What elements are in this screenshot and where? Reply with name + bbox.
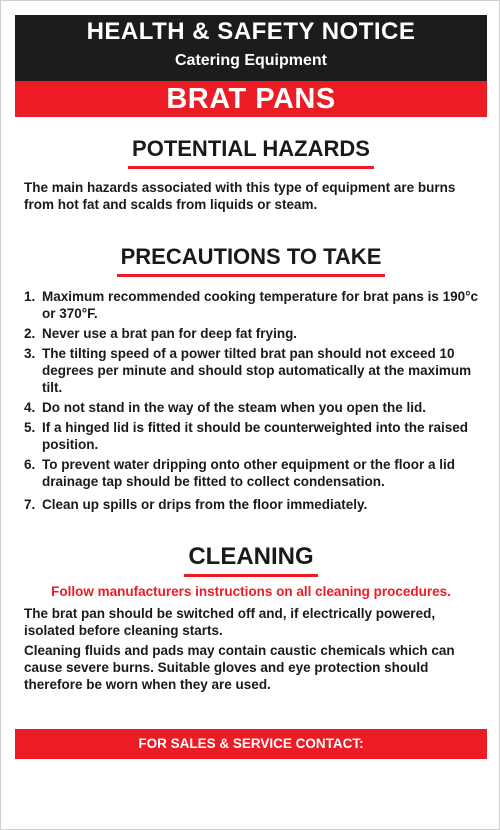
list-item-number: 5. bbox=[24, 420, 36, 435]
list-item-text: Do not stand in the way of the steam when you open the lid. bbox=[42, 400, 427, 415]
list-item-text: To prevent water dripping onto other equipment or the floor a lid drainage tap should be fitted to collect condensation. bbox=[42, 457, 456, 489]
list-item-number: 6. bbox=[24, 457, 36, 472]
cleaning-heading: CLEANING bbox=[184, 544, 317, 577]
list-item-text: Never use a brat pan for deep fat frying. bbox=[42, 326, 298, 341]
list-item-text: If a hinged lid is fitted it should be counterweighted into the raised position. bbox=[42, 420, 469, 452]
list-item-text: The tilting speed of a power tilted brat pan should not exceed 10 degrees per minute and should stop automatically at the maximum tilt. bbox=[42, 346, 472, 395]
notice-subtitle: Catering Equipment bbox=[174, 52, 327, 69]
cleaning-notice: Follow manufacturers instructions on all cleaning procedures. bbox=[51, 584, 451, 599]
list-item-number: 3. bbox=[24, 346, 36, 361]
cleaning-text-2: Cleaning fluids and pads may contain caustic chemicals which can cause severe burns. Suitable gloves and eye protection should therefore be worn when they are used. bbox=[24, 643, 455, 692]
contact-footer bbox=[15, 729, 487, 759]
precautions-heading: PRECAUTIONS TO TAKE bbox=[117, 244, 386, 277]
list-item bbox=[24, 325, 486, 342]
equipment-banner bbox=[15, 81, 487, 117]
list-item bbox=[24, 456, 486, 490]
cleaning-section-heading bbox=[1, 544, 500, 577]
equipment-name: BRAT PANS bbox=[166, 83, 336, 115]
list-item-number: 1. bbox=[24, 289, 36, 304]
hazards-section-heading bbox=[1, 136, 500, 169]
notice-header bbox=[15, 15, 487, 81]
precautions-section-heading bbox=[1, 244, 500, 277]
list-item bbox=[24, 345, 486, 396]
list-item-text: Maximum recommended cooking temperature for brat pans is 190°c or 370°F. bbox=[42, 289, 479, 321]
list-item-text: Clean up spills or drips from the floor immediately. bbox=[42, 497, 368, 512]
hazards-text: The main hazards associated with this type of equipment are burns from hot fat and scalds from liquids or steam. bbox=[24, 180, 456, 212]
list-item bbox=[24, 496, 486, 513]
cleaning-text-1: The brat pan should be switched off and, if electrically powered, isolated before cleaning starts. bbox=[24, 606, 436, 638]
list-item bbox=[24, 419, 486, 453]
hazards-heading: POTENTIAL HAZARDS bbox=[128, 136, 374, 169]
list-item bbox=[24, 399, 486, 416]
list-item-number: 2. bbox=[24, 326, 36, 341]
contact-label: FOR SALES & SERVICE CONTACT: bbox=[138, 736, 364, 751]
list-item-number: 7. bbox=[24, 497, 36, 512]
list-item-number: 4. bbox=[24, 400, 36, 415]
notice-title: HEALTH & SAFETY NOTICE bbox=[86, 18, 416, 45]
list-item bbox=[24, 288, 486, 322]
precautions-list bbox=[24, 288, 486, 516]
